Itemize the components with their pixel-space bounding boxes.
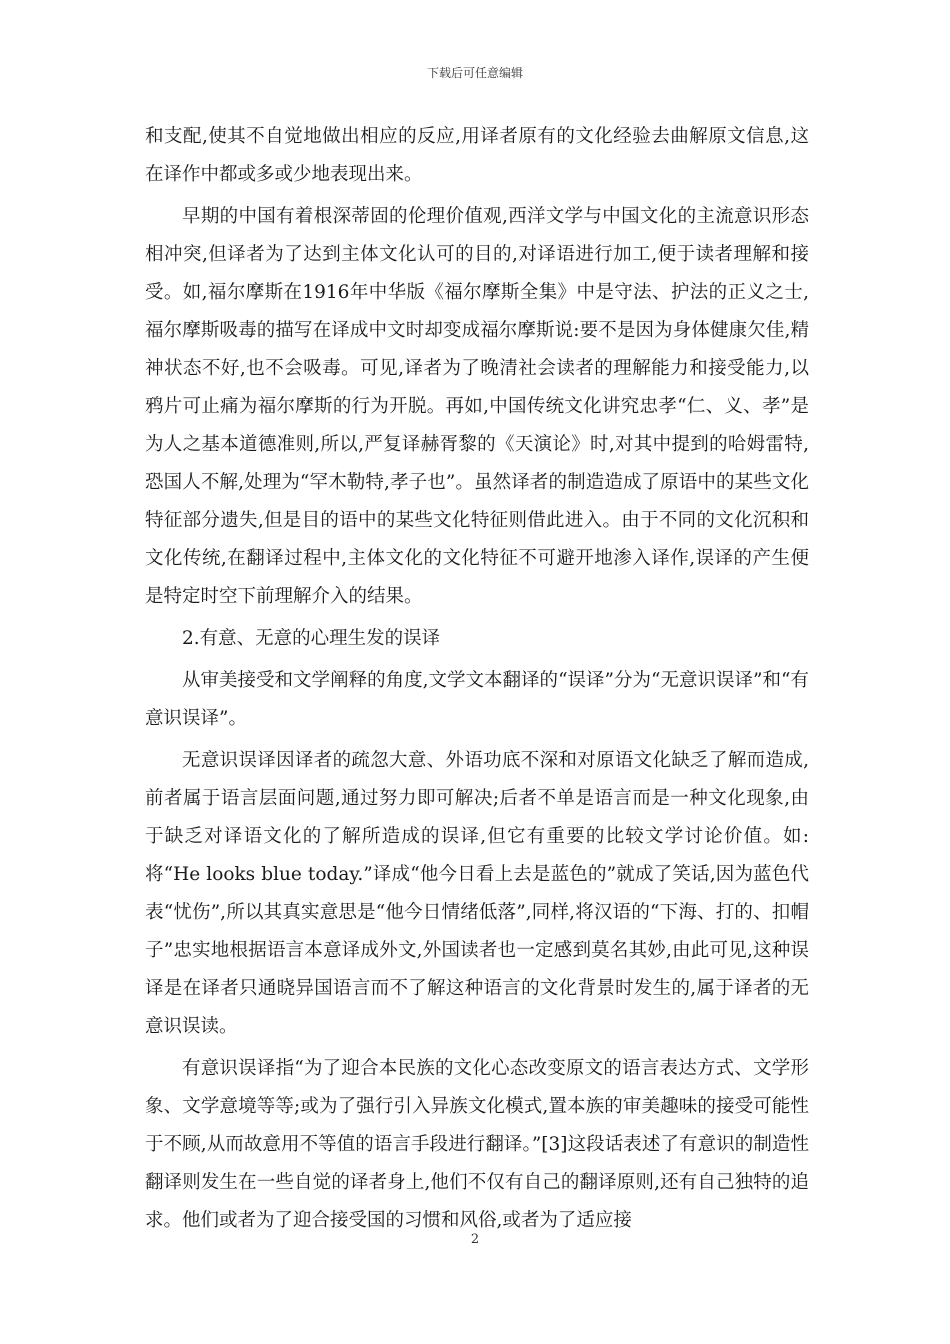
paragraph-continuation: 和支配,使其不自觉地做出相应的反应,用译者原有的文化经验去曲解原文信息,这在译作中都或多或少地表现出来。 — [145, 126, 809, 185]
paragraph-early-china: 早期的中国有着根深蒂固的伦理价值观,西洋文学与中国文化的主流意识形态相冲突,但译者为了达到主体文化认可的目的,对译语进行加工,便于读者理解和接受。如,福尔摩斯在1916年中华版《福尔摩斯全集》中是守法、护法的正义之士,福尔摩斯吸毒的描写在译成中文时却变成福尔摩斯说:要不是因为身体健康欠佳,精神状态不好,也不会吸毒。可见,译者为了晚清社会读者的理解能力和接受能力,以鸦片可止痛为福尔摩斯的行为开脱。再如,中国传统文化讲究忠孝“仁、义、孝”是为人之基本道德准则,所以,严复译赫胥黎的《天演论》时,对其中提到的哈姆雷特,恐国人不解,处理为“罕木勒特,孝子也”。虽然译者的制造造成了原语中的某些文化特征部分遗失,但是目的语中的某些文化特征则借此进入。由于不同的文化沉积和文化传统,在翻译过程中,主体文化的文化特征不可避开地渗入译作,误译的产生便是特定时空下前理解介入的结果。 — [145, 206, 809, 607]
paragraph-unconscious-mistranslation: 无意识误译因译者的疏忽大意、外语功底不深和对原语文化缺乏了解而造成,前者属于语言层面问题,通过努力即可解决;后者不单是语言而是一种文化现象,由于缺乏对译语文化的了解所造成的误译,但它有重要的比较文学讨论价值。如:将“He looks blue today.”译成“他今日看上去是蓝色的”就成了笑话,因为蓝色代表“忧伤”,所以其真实意思是“他今日情绪低落”,同样,将汉语的“下海、打的、扣帽子”忠实地根据语言本意译成外文,外国读者也一定感到莫名其妙,由此可见,这种误译是在译者只通晓异国语言而不了解这种语言的文化背景时发生的,属于译者的无意识误读。 — [145, 750, 809, 1037]
paragraph-aesthetic: 从审美接受和文学阐释的角度,文学文本翻译的“误译”分为“无意识误译”和“有意识误译”。 — [145, 670, 809, 729]
page-header: 下载后可任意编辑 — [426, 66, 523, 80]
page-number: 2 — [470, 1232, 480, 1247]
paragraph-conscious-mistranslation: 有意识误译指“为了迎合本民族的文化心态改变原文的语言表达方式、文学形象、文学意境等等;或为了强行引入异族文化模式,置本族的审美趣味的接受可能性于不顾,从而故意用不等值的语言手段进行翻译。”[3]这段话表述了有意识的制造性翻译则发生在一些自觉的译者身上,他们不仅有自己的翻译原则,还有自己独特的追求。他们或者为了迎合接受国的习惯和风俗,或者为了适应接 — [145, 1058, 809, 1231]
document-body — [145, 118, 809, 1240]
section-heading: 2.有意、无意的心理生发的误译 — [182, 628, 441, 649]
